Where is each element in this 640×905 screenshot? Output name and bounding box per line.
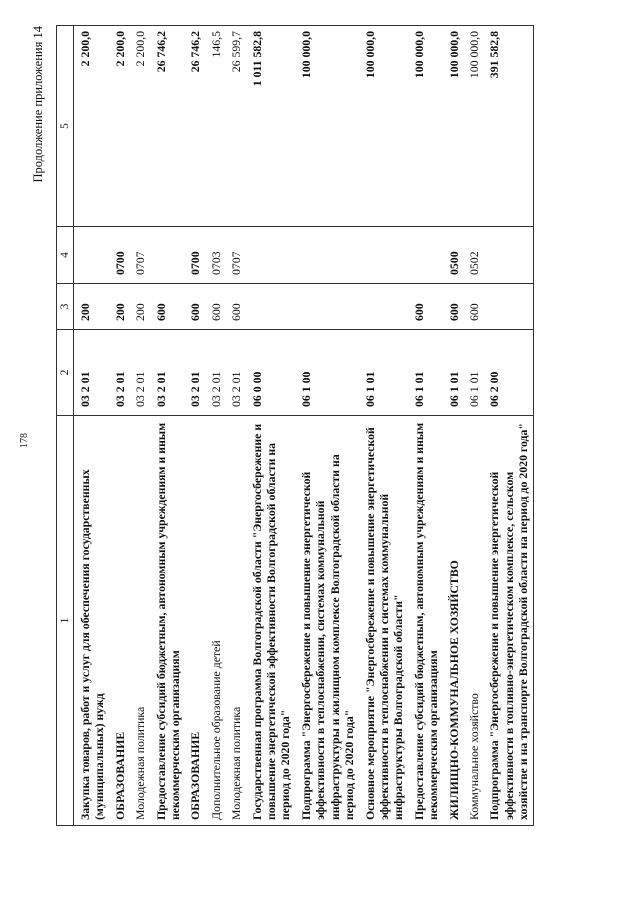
header-col-1: 1	[57, 416, 74, 826]
row-section-code: 0700	[109, 227, 129, 284]
row-expense-type: 600	[205, 284, 225, 330]
row-section-code: 0500	[443, 227, 463, 284]
table-row	[359, 26, 408, 826]
table-row	[246, 26, 295, 826]
row-target-code: 06 1 01	[408, 330, 443, 416]
row-name: Подпрограмма "Энергосбережение и повышение энергетической эффективности в теплоснабжении, системах коммунальной инфраструктуры и жилищном комплексе Волгоградской области на период до 2020 года"	[295, 416, 359, 826]
table-header	[57, 26, 74, 826]
budget-table	[56, 25, 534, 826]
row-expense-type	[295, 284, 359, 330]
row-expense-type	[483, 284, 533, 330]
row-expense-type: 600	[443, 284, 463, 330]
row-amount: 2 200,0	[74, 26, 109, 227]
row-amount: 1 011 582,8	[246, 26, 295, 227]
table-row	[443, 26, 463, 826]
row-target-code: 06 1 01	[359, 330, 408, 416]
row-expense-type	[246, 284, 295, 330]
rotated-page	[29, 26, 609, 826]
row-section-code	[295, 227, 359, 284]
continuation-caption: Продолжение приложения 14	[31, 26, 45, 183]
row-amount: 146,5	[205, 26, 225, 227]
header-col-3: 3	[57, 284, 74, 330]
row-section-code	[150, 227, 185, 284]
table-row	[225, 26, 245, 826]
table-row	[150, 26, 185, 826]
row-name: Основное мероприятие "Энергосбережение и повышение энергетической эффективности в теплоснабжении и системах коммунальной инфраструктуры Волгоградской области"	[359, 416, 408, 826]
row-section-code	[246, 227, 295, 284]
page-number: 178	[19, 433, 30, 448]
header-col-5: 5	[57, 26, 74, 227]
row-expense-type: 200	[129, 284, 149, 330]
row-name: Дополнительное образование детей	[205, 416, 225, 826]
row-name: Молодежная политика	[225, 416, 245, 826]
row-expense-type: 600	[225, 284, 245, 330]
row-expense-type: 600	[463, 284, 483, 330]
row-amount: 2 200,0	[109, 26, 129, 227]
row-name: Подпрограмма "Энергосбережение и повышение энергетической эффективности в топливно-энергетическом комплексе, сельском хозяйстве и на транспорте Волгоградской области на период до 2020 года"	[483, 416, 533, 826]
table-row	[205, 26, 225, 826]
table-row	[483, 26, 533, 826]
table-row	[295, 26, 359, 826]
table-row	[184, 26, 204, 826]
row-target-code: 06 2 00	[483, 330, 533, 416]
header-col-2: 2	[57, 330, 74, 416]
row-target-code: 03 2 01	[129, 330, 149, 416]
row-name: ОБРАЗОВАНИЕ	[109, 416, 129, 826]
row-target-code: 03 2 01	[109, 330, 129, 416]
row-amount: 26 746,2	[184, 26, 204, 227]
row-section-code	[483, 227, 533, 284]
row-name: Предоставление субсидий бюджетным, автономным учреждениям и иным некоммерческим организациям	[408, 416, 443, 826]
row-expense-type: 200	[109, 284, 129, 330]
row-amount: 100 000,0	[408, 26, 443, 227]
row-target-code: 03 2 01	[205, 330, 225, 416]
row-target-code: 06 1 01	[443, 330, 463, 416]
row-amount: 100 000,0	[443, 26, 463, 227]
row-expense-type	[359, 284, 408, 330]
row-name: Коммунальное хозяйство	[463, 416, 483, 826]
row-amount: 100 000,0	[463, 26, 483, 227]
row-section-code	[74, 227, 109, 284]
row-expense-type: 600	[408, 284, 443, 330]
row-amount: 100 000,0	[295, 26, 359, 227]
row-target-code: 03 2 01	[74, 330, 109, 416]
table-row	[109, 26, 129, 826]
table-row	[408, 26, 443, 826]
row-amount: 2 200,0	[129, 26, 149, 227]
row-amount: 100 000,0	[359, 26, 408, 227]
table-row	[463, 26, 483, 826]
header-col-4: 4	[57, 227, 74, 284]
row-target-code: 03 2 01	[184, 330, 204, 416]
row-amount: 26 746,2	[150, 26, 185, 227]
row-target-code: 06 1 00	[295, 330, 359, 416]
row-section-code: 0707	[225, 227, 245, 284]
row-section-code	[359, 227, 408, 284]
row-name: Государственная программа Волгоградской области "Энергосбережение и повышение энергетической эффективности Волгоградской области на период до 2020 года"	[246, 416, 295, 826]
row-name: ОБРАЗОВАНИЕ	[184, 416, 204, 826]
row-section-code: 0703	[205, 227, 225, 284]
table-body	[74, 26, 534, 826]
row-target-code: 03 2 01	[225, 330, 245, 416]
row-name: Предоставление субсидий бюджетным, автономным учреждениям и иным некоммерческим организациям	[150, 416, 185, 826]
table-row	[129, 26, 149, 826]
row-name: Молодежная политика	[129, 416, 149, 826]
row-section-code: 0707	[129, 227, 149, 284]
row-amount: 391 582,8	[483, 26, 533, 227]
table-row	[74, 26, 109, 826]
row-expense-type: 600	[184, 284, 204, 330]
row-section-code: 0700	[184, 227, 204, 284]
row-target-code: 06 0 00	[246, 330, 295, 416]
row-target-code: 03 2 01	[150, 330, 185, 416]
row-expense-type: 600	[150, 284, 185, 330]
row-name: Закупка товаров, работ и услуг для обеспечения государственных (муниципальных) нужд	[74, 416, 109, 826]
row-section-code: 0502	[463, 227, 483, 284]
row-section-code	[408, 227, 443, 284]
row-amount: 26 599,7	[225, 26, 245, 227]
row-target-code: 06 1 01	[463, 330, 483, 416]
row-name: ЖИЛИЩНО-КОММУНАЛЬНОЕ ХОЗЯЙСТВО	[443, 416, 463, 826]
row-expense-type: 200	[74, 284, 109, 330]
